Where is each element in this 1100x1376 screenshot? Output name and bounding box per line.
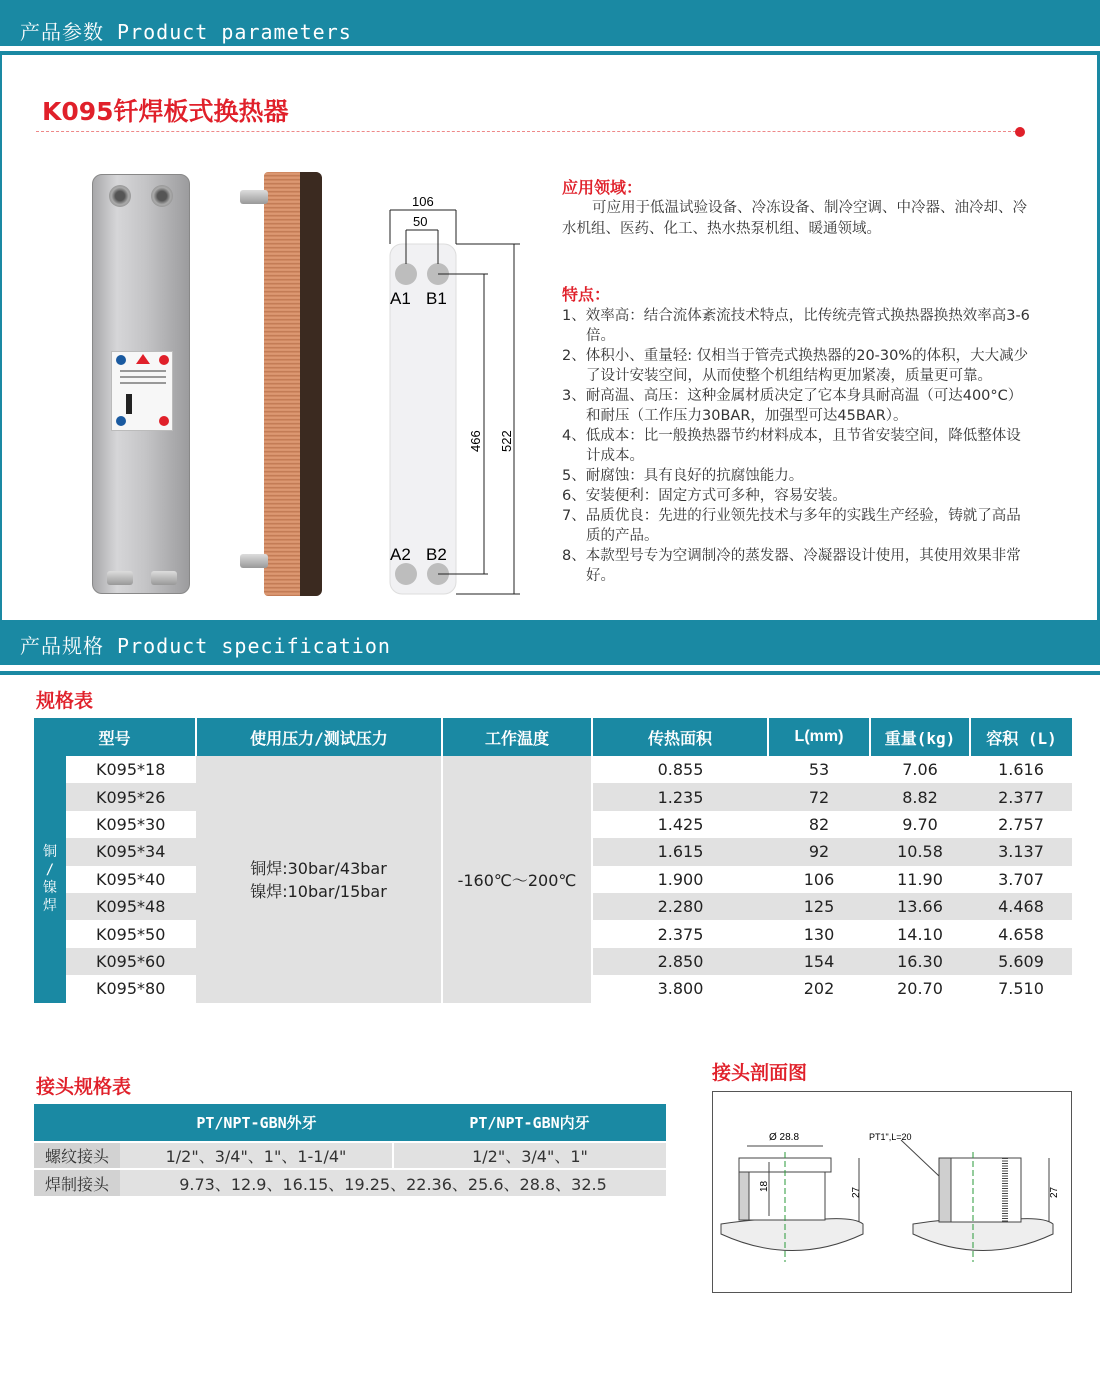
length-cell: 92 [768,838,870,865]
features-list [562,306,1032,586]
weight-cell: 16.30 [870,948,970,975]
volume-cell: 1.616 [998,760,1044,780]
dimension-diagram [380,190,550,600]
volume-cell: 7.510 [998,979,1044,999]
area-cell: 2.375 [657,924,704,944]
port-a1-label: A1 [390,289,411,308]
section-drawing-title: 接头剖面图 [712,1062,808,1084]
weight-cell: 14.10 [897,924,943,944]
header-title: 产品参数 Product parameters [20,20,352,44]
length-cell: 125 [768,893,870,920]
header-underline [0,51,1100,55]
model-cell: K095*80 [96,979,166,999]
area-cell: 1.900 [657,869,704,889]
col-pressure: 使用压力/测试压力 [196,718,442,756]
pressure-copper: 铜焊:30bar/43bar [250,859,387,879]
plate-side-frame [300,172,322,596]
weight-cell: 9.70 [902,814,938,834]
area-cell: 1.425 [657,814,704,834]
dim-522: 522 [499,430,514,452]
weight-cell: 8.82 [870,783,970,810]
dim-466: 466 [468,430,483,452]
col-inner-thread: PT/NPT-GBN内牙 [393,1104,666,1142]
feature-item: 8、本款型号专为空调制冷的蒸发器、冷凝器设计使用，其使用效果非常好。 [562,548,1021,584]
spec-table [34,718,1072,1003]
col-weight: 重量(kg) [870,718,970,756]
connector-pipe [151,571,177,585]
length-cell: 53 [808,760,830,780]
col-outer-thread: PT/NPT-GBN外牙 [120,1104,393,1142]
col-model: 型号 [34,718,196,756]
fitting-section-svg [713,1092,1070,1291]
feature-item: 7、品质优良：先进的行业领先技术与多年的实践生产经验，铸就了高品质的产品。 [562,508,1021,544]
port-hole [151,185,173,207]
model-cell: K095*60 [66,948,196,975]
weight-cell: 13.66 [870,893,970,920]
area-cell: 3.800 [657,979,704,999]
port-b1-label: B1 [426,289,447,308]
product-title: K095钎焊板式换热器 [42,97,289,126]
area-cell: 1.235 [592,783,768,810]
length-cell: 82 [808,814,830,834]
temperature-cell: -160℃～200℃ [442,756,592,1003]
port-a2-label: A2 [390,545,411,564]
volume-cell: 2.757 [998,814,1044,834]
left-frame [0,51,2,621]
length-cell: 72 [768,783,870,810]
diameter-label: Ø 28.8 [769,1132,800,1143]
dim-50: 50 [413,214,428,229]
weight-cell: 10.58 [870,838,970,865]
side-pipe-top [240,190,268,204]
feature-item: 6、安装便利：固定方式可多种，容易安装。 [562,488,847,504]
model-cell: K095*26 [66,783,196,810]
features-heading: 特点： [562,285,611,304]
spec-underline [0,671,1100,675]
thread-inner-sizes: 1/2"、3/4"、1" [393,1142,666,1169]
area-cell: 2.280 [592,893,768,920]
volume-cell: 2.377 [970,783,1072,810]
area-cell: 1.615 [592,838,768,865]
feature-item: 4、低成本：比一般换热器节约材料成本，且节省安装空间，降低整体设计成本。 [562,428,1021,464]
weight-cell: 20.70 [897,979,943,999]
model-cell: K095*48 [66,893,196,920]
length-cell: 130 [803,924,835,944]
length-cell: 202 [803,979,835,999]
col-temperature: 工作温度 [442,718,592,756]
area-cell: 0.855 [657,760,704,780]
length-cell: 106 [803,869,835,889]
feature-item: 1、效率高：结合流体紊流技术特点，比传统壳管式换热器换热效率高3-6倍。 [562,308,1030,344]
side-pipe-bottom [240,554,268,568]
model-cell: K095*50 [96,924,166,944]
port-b2-label: B2 [426,545,447,564]
weight-cell: 11.90 [897,869,943,889]
volume-cell: 4.468 [970,893,1072,920]
spec-table-title: 规格表 [36,690,94,712]
table-row [34,756,1072,783]
pressure-cell [196,756,442,1003]
nameplate [111,351,173,431]
connector-pipe [107,571,133,585]
weight-cell: 7.06 [902,760,938,780]
weld-sizes: 9.73、12.9、16.15、19.25、22.36、25.6、28.8、32.5 [120,1169,666,1196]
port-hole [109,185,131,207]
material-side-label: 铜 / 镍 焊 [34,756,66,1003]
col-volume: 容积 (L) [970,718,1072,756]
model-cell: K095*30 [96,814,166,834]
application-text: 可应用于低温试验设备、冷冻设备、制冷空调、中冷器、油冷却、冷水机组、医药、化工、热水热泵机组、暖通领域。 [562,200,1027,237]
thread-outer-sizes: 1/2"、3/4"、1"、1-1/4" [120,1142,393,1169]
volume-cell: 3.707 [998,869,1044,889]
joint-table [34,1104,666,1196]
feature-item: 2、体积小、重量轻: 仅相当于管壳式换热器的20-30%的体积，大大减少了设计安装空间，从而使整个机组结构更加紧凑，质量更可靠。 [562,348,1029,384]
divider-dot [1015,127,1025,137]
pressure-nickel: 镍焊:10bar/15bar [250,882,387,902]
row-label-weld: 焊制接头 [34,1169,120,1196]
row-label-thread: 螺纹接头 [34,1142,120,1169]
col-area: 传热面积 [592,718,768,756]
volume-cell: 5.609 [970,948,1072,975]
application-heading: 应用领域： [562,178,643,197]
dotted-divider [36,131,1016,132]
col-length: L(mm) [768,718,870,756]
volume-cell: 3.137 [970,838,1072,865]
thread-label: PT1",L=20 [869,1132,912,1142]
area-cell: 2.850 [592,948,768,975]
dim-106: 106 [412,194,434,209]
dim-27-left: 27 [851,1186,862,1198]
feature-item: 3、耐高温、高压：这种金属材质决定了它本身具耐高温（可达400°C）和耐压（工作压力30BAR，加强型可达45BAR）。 [562,388,1023,424]
plate-front-image [92,174,190,594]
model-cell: K095*18 [96,760,166,780]
volume-cell: 4.658 [998,924,1044,944]
length-cell: 154 [768,948,870,975]
model-cell: K095*40 [96,869,166,889]
dim-18: 18 [759,1180,770,1192]
dim-27-right: 27 [1049,1186,1060,1198]
model-cell: K095*34 [66,838,196,865]
spec-band-title: 产品规格 Product specification [20,634,391,658]
joint-table-title: 接头规格表 [36,1076,132,1098]
section-drawing [712,1091,1072,1293]
feature-item: 5、耐腐蚀：具有良好的抗腐蚀能力。 [562,468,804,484]
